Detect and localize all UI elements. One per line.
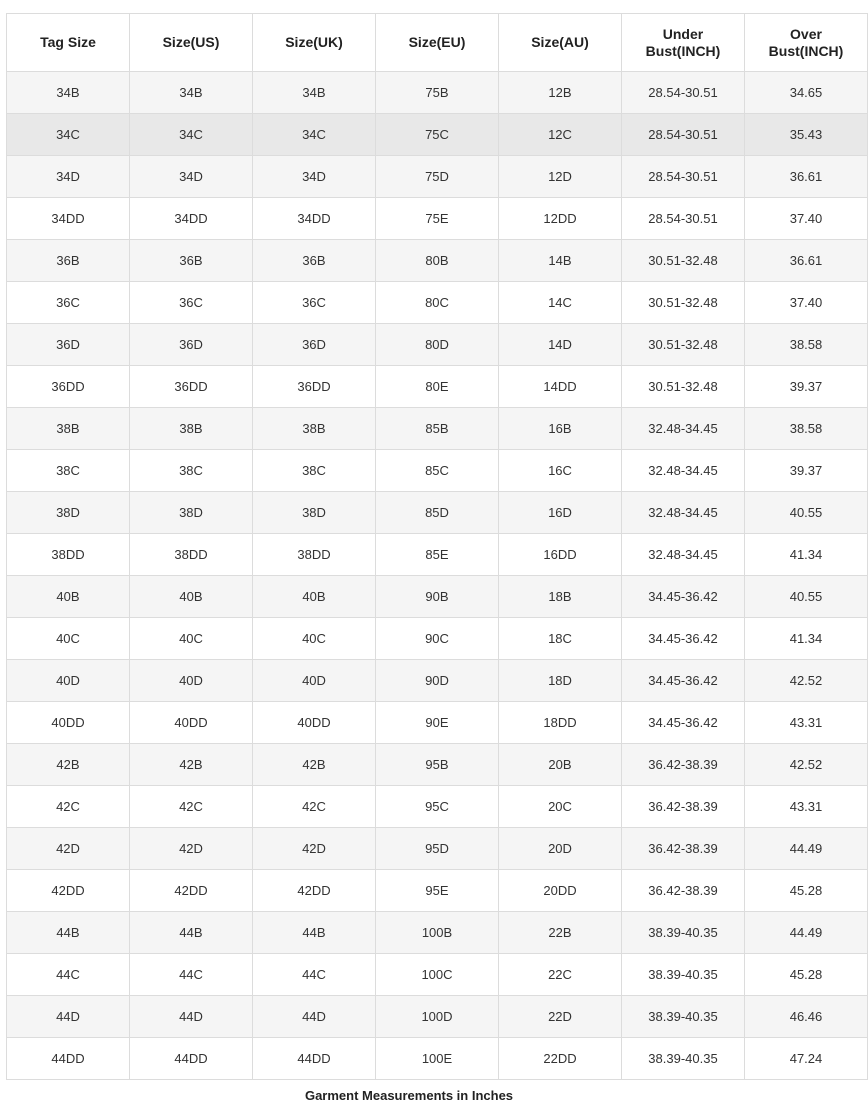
- cell-over-bust: 44.49: [745, 828, 868, 870]
- cell-under-bust: 38.39-40.35: [622, 1038, 745, 1080]
- cell-over-bust: 44.49: [745, 912, 868, 954]
- cell-under-bust: 32.48-34.45: [622, 450, 745, 492]
- cell-size-eu: 80B: [376, 240, 499, 282]
- cell-over-bust: 39.37: [745, 366, 868, 408]
- cell-size-au: 14D: [499, 324, 622, 366]
- cell-size-eu: 80C: [376, 282, 499, 324]
- cell-size-us: 36B: [130, 240, 253, 282]
- cell-size-us: 40D: [130, 660, 253, 702]
- cell-size-uk: 42DD: [253, 870, 376, 912]
- cell-size-us: 44C: [130, 954, 253, 996]
- header-size-au: Size(AU): [499, 14, 622, 72]
- cell-over-bust: 46.46: [745, 996, 868, 1038]
- cell-size-uk: 36B: [253, 240, 376, 282]
- cell-tag-size: 38D: [7, 492, 130, 534]
- table-row: [7, 408, 868, 450]
- cell-size-uk: 40D: [253, 660, 376, 702]
- table-row: [7, 450, 868, 492]
- table-row: [7, 324, 868, 366]
- cell-over-bust: 42.52: [745, 744, 868, 786]
- cell-size-eu: 75D: [376, 156, 499, 198]
- table-row: [7, 576, 868, 618]
- cell-size-uk: 40DD: [253, 702, 376, 744]
- cell-size-uk: 38B: [253, 408, 376, 450]
- cell-size-us: 42C: [130, 786, 253, 828]
- cell-size-eu: 85D: [376, 492, 499, 534]
- cell-size-uk: 44B: [253, 912, 376, 954]
- cell-size-eu: 75E: [376, 198, 499, 240]
- cell-under-bust: 30.51-32.48: [622, 324, 745, 366]
- table-row: [7, 618, 868, 660]
- cell-size-uk: 40C: [253, 618, 376, 660]
- cell-size-us: 36D: [130, 324, 253, 366]
- cell-over-bust: 40.55: [745, 492, 868, 534]
- cell-tag-size: 40D: [7, 660, 130, 702]
- cell-under-bust: 34.45-36.42: [622, 576, 745, 618]
- cell-size-au: 14B: [499, 240, 622, 282]
- cell-over-bust: 38.58: [745, 408, 868, 450]
- cell-size-us: 36C: [130, 282, 253, 324]
- cell-over-bust: 36.61: [745, 240, 868, 282]
- cell-under-bust: 34.45-36.42: [622, 660, 745, 702]
- cell-size-eu: 100B: [376, 912, 499, 954]
- header-under-bust: Under Bust(INCH): [622, 14, 745, 72]
- cell-size-eu: 90C: [376, 618, 499, 660]
- cell-size-uk: 34C: [253, 114, 376, 156]
- cell-size-us: 44DD: [130, 1038, 253, 1080]
- cell-tag-size: 40B: [7, 576, 130, 618]
- cell-size-au: 18B: [499, 576, 622, 618]
- cell-tag-size: 34B: [7, 72, 130, 114]
- cell-size-eu: 80D: [376, 324, 499, 366]
- cell-over-bust: 47.24: [745, 1038, 868, 1080]
- cell-under-bust: 28.54-30.51: [622, 114, 745, 156]
- cell-over-bust: 41.34: [745, 618, 868, 660]
- cell-size-au: 20C: [499, 786, 622, 828]
- cell-size-us: 38DD: [130, 534, 253, 576]
- cell-tag-size: 44C: [7, 954, 130, 996]
- cell-tag-size: 40C: [7, 618, 130, 660]
- cell-size-eu: 95D: [376, 828, 499, 870]
- cell-size-eu: 85B: [376, 408, 499, 450]
- table-row: [7, 1038, 868, 1080]
- cell-size-us: 42D: [130, 828, 253, 870]
- cell-tag-size: 36D: [7, 324, 130, 366]
- size-chart-table: [6, 13, 868, 1080]
- cell-tag-size: 36B: [7, 240, 130, 282]
- header-size-us: Size(US): [130, 14, 253, 72]
- cell-size-au: 18D: [499, 660, 622, 702]
- cell-tag-size: 42C: [7, 786, 130, 828]
- cell-size-eu: 85E: [376, 534, 499, 576]
- cell-under-bust: 28.54-30.51: [622, 198, 745, 240]
- cell-size-au: 16DD: [499, 534, 622, 576]
- header-row: [7, 14, 868, 72]
- cell-size-eu: 90D: [376, 660, 499, 702]
- cell-size-au: 18DD: [499, 702, 622, 744]
- cell-size-uk: 44D: [253, 996, 376, 1038]
- cell-tag-size: 38DD: [7, 534, 130, 576]
- cell-size-uk: 44DD: [253, 1038, 376, 1080]
- table-row: [7, 954, 868, 996]
- cell-under-bust: 38.39-40.35: [622, 912, 745, 954]
- cell-tag-size: 34D: [7, 156, 130, 198]
- cell-under-bust: 36.42-38.39: [622, 744, 745, 786]
- cell-size-uk: 38C: [253, 450, 376, 492]
- cell-under-bust: 34.45-36.42: [622, 618, 745, 660]
- cell-size-eu: 75C: [376, 114, 499, 156]
- cell-over-bust: 39.37: [745, 450, 868, 492]
- cell-size-us: 44D: [130, 996, 253, 1038]
- cell-size-au: 20DD: [499, 870, 622, 912]
- cell-size-au: 22C: [499, 954, 622, 996]
- cell-under-bust: 36.42-38.39: [622, 786, 745, 828]
- cell-over-bust: 45.28: [745, 870, 868, 912]
- cell-size-au: 12C: [499, 114, 622, 156]
- table-row: [7, 870, 868, 912]
- table-row: [7, 156, 868, 198]
- table-body: [7, 72, 868, 1080]
- table-row: [7, 660, 868, 702]
- cell-size-uk: 42D: [253, 828, 376, 870]
- cell-over-bust: 34.65: [745, 72, 868, 114]
- table-row: [7, 996, 868, 1038]
- table-caption: Garment Measurements in Inches: [304, 1088, 514, 1103]
- cell-over-bust: 36.61: [745, 156, 868, 198]
- table-row: [7, 702, 868, 744]
- table-row: [7, 366, 868, 408]
- cell-size-au: 16D: [499, 492, 622, 534]
- table-row: [7, 198, 868, 240]
- cell-size-au: 20B: [499, 744, 622, 786]
- cell-size-au: 16B: [499, 408, 622, 450]
- table-row: [7, 828, 868, 870]
- cell-tag-size: 42DD: [7, 870, 130, 912]
- cell-over-bust: 45.28: [745, 954, 868, 996]
- cell-under-bust: 38.39-40.35: [622, 954, 745, 996]
- cell-size-us: 38C: [130, 450, 253, 492]
- cell-size-uk: 42C: [253, 786, 376, 828]
- table-row: [7, 912, 868, 954]
- cell-size-us: 36DD: [130, 366, 253, 408]
- cell-over-bust: 37.40: [745, 282, 868, 324]
- cell-size-au: 14DD: [499, 366, 622, 408]
- cell-size-au: 22D: [499, 996, 622, 1038]
- cell-tag-size: 38C: [7, 450, 130, 492]
- cell-size-au: 18C: [499, 618, 622, 660]
- cell-size-eu: 95C: [376, 786, 499, 828]
- cell-under-bust: 36.42-38.39: [622, 828, 745, 870]
- cell-size-us: 40DD: [130, 702, 253, 744]
- cell-size-uk: 34D: [253, 156, 376, 198]
- cell-under-bust: 34.45-36.42: [622, 702, 745, 744]
- cell-size-eu: 90E: [376, 702, 499, 744]
- table-row: [7, 282, 868, 324]
- cell-size-us: 34B: [130, 72, 253, 114]
- header-size-uk: Size(UK): [253, 14, 376, 72]
- cell-over-bust: 38.58: [745, 324, 868, 366]
- table-row: [7, 786, 868, 828]
- cell-under-bust: 38.39-40.35: [622, 996, 745, 1038]
- cell-size-eu: 100C: [376, 954, 499, 996]
- cell-size-us: 42DD: [130, 870, 253, 912]
- cell-size-uk: 36C: [253, 282, 376, 324]
- table-row: [7, 534, 868, 576]
- cell-over-bust: 37.40: [745, 198, 868, 240]
- cell-tag-size: 42B: [7, 744, 130, 786]
- table-row: [7, 114, 868, 156]
- cell-size-uk: 44C: [253, 954, 376, 996]
- cell-size-uk: 38D: [253, 492, 376, 534]
- cell-size-au: 12DD: [499, 198, 622, 240]
- cell-size-uk: 40B: [253, 576, 376, 618]
- cell-size-uk: 36DD: [253, 366, 376, 408]
- cell-size-us: 42B: [130, 744, 253, 786]
- cell-size-eu: 95B: [376, 744, 499, 786]
- cell-size-us: 34D: [130, 156, 253, 198]
- cell-size-uk: 36D: [253, 324, 376, 366]
- cell-tag-size: 38B: [7, 408, 130, 450]
- cell-size-eu: 95E: [376, 870, 499, 912]
- cell-under-bust: 36.42-38.39: [622, 870, 745, 912]
- cell-size-au: 12D: [499, 156, 622, 198]
- cell-size-us: 40B: [130, 576, 253, 618]
- cell-under-bust: 32.48-34.45: [622, 492, 745, 534]
- cell-size-us: 38B: [130, 408, 253, 450]
- cell-tag-size: 40DD: [7, 702, 130, 744]
- cell-under-bust: 30.51-32.48: [622, 282, 745, 324]
- cell-size-eu: 75B: [376, 72, 499, 114]
- cell-size-us: 44B: [130, 912, 253, 954]
- cell-size-uk: 42B: [253, 744, 376, 786]
- cell-size-us: 38D: [130, 492, 253, 534]
- cell-tag-size: 44B: [7, 912, 130, 954]
- cell-under-bust: 30.51-32.48: [622, 240, 745, 282]
- cell-over-bust: 43.31: [745, 702, 868, 744]
- cell-size-eu: 85C: [376, 450, 499, 492]
- cell-size-au: 14C: [499, 282, 622, 324]
- table-row: [7, 744, 868, 786]
- cell-size-eu: 100D: [376, 996, 499, 1038]
- cell-tag-size: 34DD: [7, 198, 130, 240]
- cell-under-bust: 30.51-32.48: [622, 366, 745, 408]
- cell-tag-size: 36DD: [7, 366, 130, 408]
- cell-size-eu: 100E: [376, 1038, 499, 1080]
- cell-size-uk: 38DD: [253, 534, 376, 576]
- cell-size-uk: 34B: [253, 72, 376, 114]
- cell-size-au: 12B: [499, 72, 622, 114]
- cell-over-bust: 40.55: [745, 576, 868, 618]
- cell-size-au: 22DD: [499, 1038, 622, 1080]
- header-size-eu: Size(EU): [376, 14, 499, 72]
- cell-over-bust: 42.52: [745, 660, 868, 702]
- cell-tag-size: 44D: [7, 996, 130, 1038]
- cell-size-us: 34C: [130, 114, 253, 156]
- cell-size-us: 34DD: [130, 198, 253, 240]
- header-over-bust: Over Bust(INCH): [745, 14, 868, 72]
- cell-size-eu: 90B: [376, 576, 499, 618]
- cell-size-eu: 80E: [376, 366, 499, 408]
- cell-under-bust: 32.48-34.45: [622, 534, 745, 576]
- cell-size-au: 20D: [499, 828, 622, 870]
- cell-under-bust: 32.48-34.45: [622, 408, 745, 450]
- cell-size-au: 16C: [499, 450, 622, 492]
- cell-size-us: 40C: [130, 618, 253, 660]
- cell-tag-size: 36C: [7, 282, 130, 324]
- header-tag-size: Tag Size: [7, 14, 130, 72]
- cell-size-au: 22B: [499, 912, 622, 954]
- cell-under-bust: 28.54-30.51: [622, 72, 745, 114]
- cell-over-bust: 43.31: [745, 786, 868, 828]
- cell-size-uk: 34DD: [253, 198, 376, 240]
- cell-under-bust: 28.54-30.51: [622, 156, 745, 198]
- cell-over-bust: 41.34: [745, 534, 868, 576]
- cell-over-bust: 35.43: [745, 114, 868, 156]
- table-row: [7, 72, 868, 114]
- table-row: [7, 492, 868, 534]
- cell-tag-size: 42D: [7, 828, 130, 870]
- table-row: [7, 240, 868, 282]
- cell-tag-size: 44DD: [7, 1038, 130, 1080]
- cell-tag-size: 34C: [7, 114, 130, 156]
